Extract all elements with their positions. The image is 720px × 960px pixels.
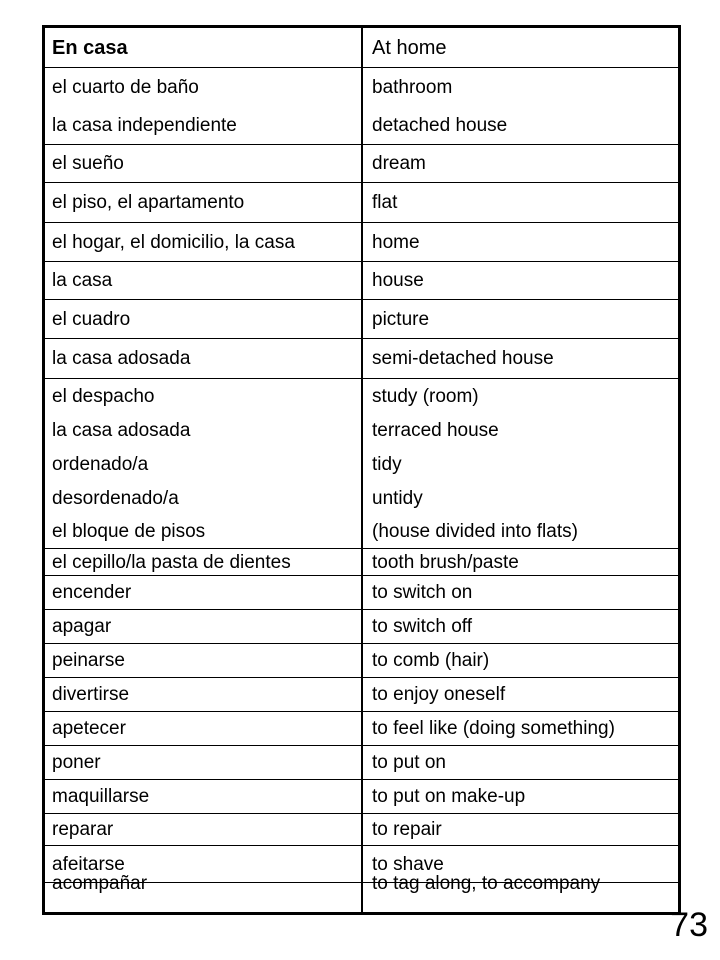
page-number: 73 xyxy=(670,906,708,944)
spanish-term: el bloque de pisos xyxy=(52,521,206,542)
spanish-term: ordenado/a xyxy=(52,453,149,475)
english-translation: to put on make-up xyxy=(372,786,526,807)
table-row xyxy=(45,262,678,300)
english-translation: flat xyxy=(372,192,398,213)
english-translation: house xyxy=(372,270,424,291)
table-row xyxy=(45,814,678,846)
english-translation: study (room) xyxy=(372,385,479,407)
spanish-term: la casa adosada xyxy=(52,348,191,369)
spanish-term: el despacho xyxy=(52,385,155,407)
spanish-term: la casa xyxy=(52,270,113,291)
table-row xyxy=(45,481,678,515)
table-row xyxy=(45,549,678,576)
english-translation: picture xyxy=(372,308,430,330)
english-translation: to enjoy oneself xyxy=(372,684,506,705)
spanish-term: encender xyxy=(52,582,132,603)
english-translation: tidy xyxy=(372,453,402,475)
english-translation: semi-detached house xyxy=(372,348,554,369)
table-row xyxy=(45,145,678,183)
table-row xyxy=(45,68,678,107)
spanish-term: el cepillo/la pasta de dientes xyxy=(52,551,291,573)
spanish-term: el cuarto de baño xyxy=(52,77,199,98)
english-translation: detached house xyxy=(372,115,508,136)
header-english: At home xyxy=(372,36,447,59)
table-row xyxy=(45,746,678,780)
english-translation: untidy xyxy=(372,487,423,509)
english-translation: to repair xyxy=(372,819,442,840)
english-translation: bathroom xyxy=(372,77,453,98)
spanish-term: el cuadro xyxy=(52,308,131,330)
english-translation: terraced house xyxy=(372,419,499,441)
spanish-term: afeitarse xyxy=(52,853,125,875)
table-row xyxy=(45,447,678,481)
spanish-term: maquillarse xyxy=(52,786,150,807)
spanish-term: el piso, el apartamento xyxy=(52,192,245,213)
table-row xyxy=(45,107,678,145)
spanish-term: peinarse xyxy=(52,650,125,671)
english-translation: (house divided into flats) xyxy=(372,521,578,542)
table-row xyxy=(45,712,678,746)
table-row xyxy=(45,576,678,610)
table-row xyxy=(45,339,678,379)
table-row xyxy=(45,515,678,549)
english-translation: to put on xyxy=(372,752,446,773)
spanish-term: desordenado/a xyxy=(52,487,179,509)
header-spanish: En casa xyxy=(52,36,128,59)
table-row xyxy=(45,780,678,814)
english-translation: to feel like (doing something) xyxy=(372,718,615,739)
spanish-term: apagar xyxy=(52,616,112,637)
spanish-term: el sueño xyxy=(52,153,124,174)
table-row xyxy=(45,644,678,678)
english-translation: tooth brush/paste xyxy=(372,551,519,573)
table-row xyxy=(45,379,678,413)
spanish-term: poner xyxy=(52,752,101,773)
spanish-term: reparar xyxy=(52,819,114,840)
english-translation: to comb (hair) xyxy=(372,650,490,671)
table-row xyxy=(45,183,678,223)
table-header-row xyxy=(45,28,678,68)
spanish-term: la casa independiente xyxy=(52,115,237,136)
spanish-term: la casa adosada xyxy=(52,419,191,441)
spanish-term: divertirse xyxy=(52,684,130,705)
vocabulary-table: En casa At home el cuarto de baño bathroom la casa independiente detached house el sueño dream el piso, el apartamento flat el hogar, el domicilio, la casa home la casa house el cuadro picture la casa adosada semi-detached house el despacho study (room) la casa adosada terraced house ordenado/a tidy desordenado/a untidy el bloque de pisos (house divided into flats) el cepillo/la pasta de dientes tooth brush/paste encender to switch on apagar to switch off peinarse to comb (hair) divertirse to enjoy oneself apetecer to feel like (doing something) poner to put on maquillarse to put on make-up reparar to repair afeitarse to shave acompañar to tag along, to accompany xyxy=(42,25,681,915)
table-row xyxy=(45,678,678,712)
english-translation: to switch on xyxy=(372,582,473,603)
english-translation: dream xyxy=(372,153,426,174)
english-translation: home xyxy=(372,231,420,253)
english-translation: to shave xyxy=(372,853,444,875)
table-row xyxy=(45,413,678,447)
table-row xyxy=(45,610,678,644)
english-translation: to switch off xyxy=(372,616,472,637)
spanish-term: apetecer xyxy=(52,718,126,739)
table-row xyxy=(45,223,678,262)
spanish-term: el hogar, el domicilio, la casa xyxy=(52,231,295,253)
table-row xyxy=(45,300,678,339)
